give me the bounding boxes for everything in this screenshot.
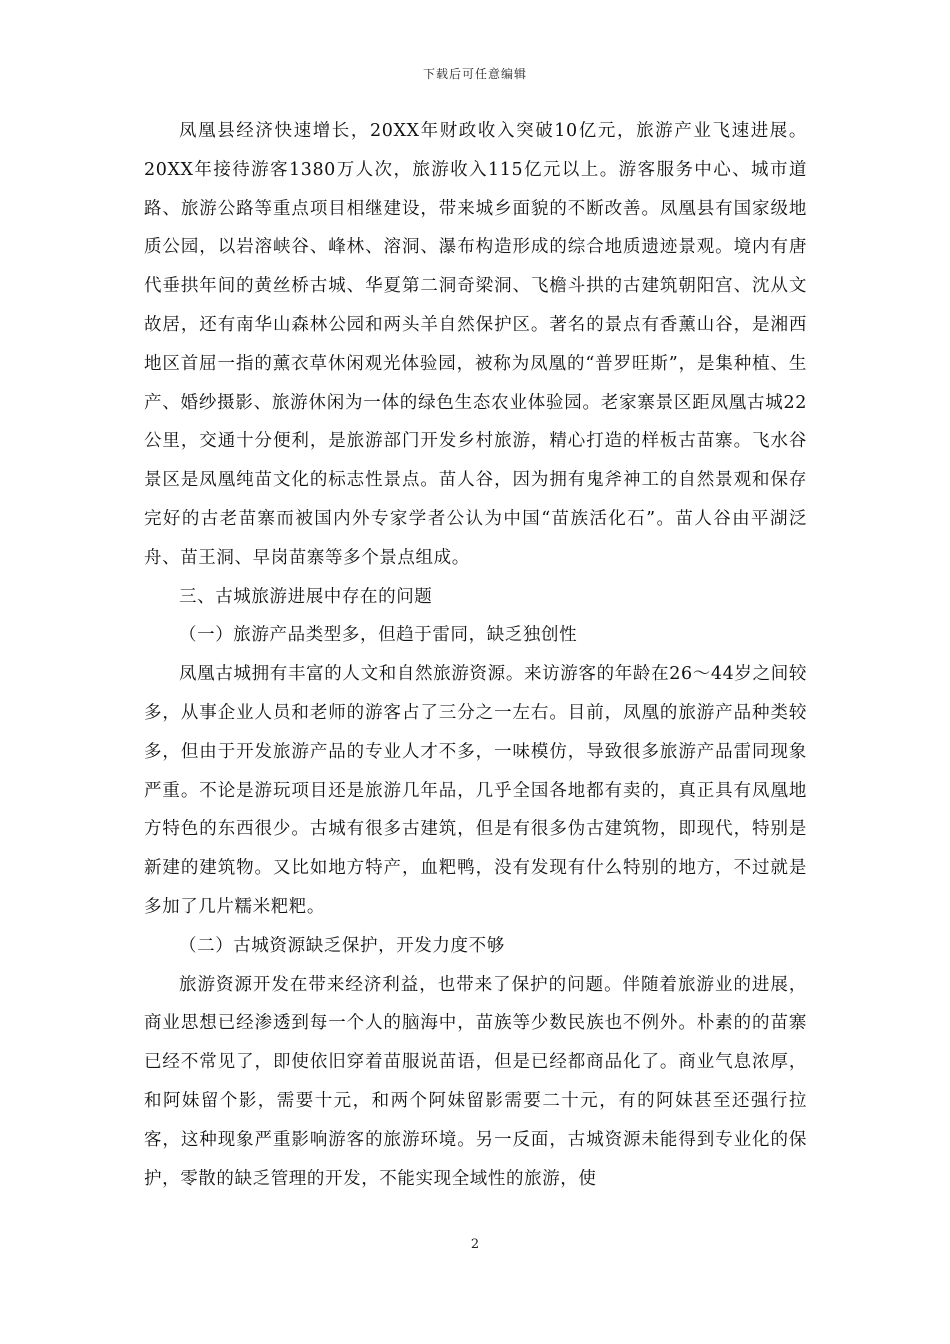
- paragraph-product-similarity: 凤凰古城拥有丰富的人文和自然旅游资源。来访游客的年龄在26～44岁之间较多，从事企业人员和老师的游客占了三分之一左右。目前，凤凰的旅游产品种类较多，但由于开发旅游产品的专业人才不多，一味模仿，导致很多旅游产品雷同现象严重。不论是游玩项目还是旅游几年品，几乎全国各地都有卖的，真正具有凤凰地方特色的东西很少。古城有很多古建筑，但是有很多伪古建筑物，即现代，特别是新建的建筑物。又比如地方特产，血粑鸭，没有发现有什么特别的地方，不过就是多加了几片糯米粑粑。: [144, 664, 807, 917]
- page-header: 下载后可任意编辑: [422, 67, 527, 81]
- subheading-product-similarity: （一）旅游产品类型多，但趋于雷同，缺乏独创性: [179, 625, 578, 646]
- subheading-resource-protection: （二）古城资源缺乏保护，开发力度不够: [179, 935, 505, 956]
- document-body: [144, 112, 807, 1198]
- paragraph-fenghuang-overview: 凤凰县经济快速增长，20XX年财政收入突破10亿元，旅游产业飞速进展。20XX年接待游客1380万人次，旅游收入115亿元以上。游客服务中心、城市道路、旅游公路等重点项目相继建设，带来城乡面貌的不断改善。凤凰县有国家级地质公园，以岩溶峡谷、峰林、溶洞、瀑布构造形成的综合地质遗迹景观。境内有唐代垂拱年间的黄丝桥古城、华夏第二洞奇梁洞、飞檐斗拱的古建筑朝阳宫、沈从文故居，还有南华山森林公园和两头羊自然保护区。著名的景点有香薰山谷，是湘西地区首屈一指的薰衣草休闲观光体验园，被称为凤凰的“普罗旺斯”，是集种植、生产、婚纱摄影、旅游休闲为一体的绿色生态农业体验园。老家寨景区距凤凰古城22公里，交通十分便利，是旅游部门开发乡村旅游，精心打造的样板古苗寨。飞水谷景区是凤凰纯苗文化的标志性景点。苗人谷，因为拥有鬼斧神工的自然景观和保存完好的古老苗寨而被国内外专家学者公认为中国“苗族活化石”。苗人谷由平湖泛舟、苗王洞、早岗苗寨等多个景点组成。: [144, 121, 807, 568]
- paragraph-resource-protection: 旅游资源开发在带来经济利益，也带来了保护的问题。伴随着旅游业的进展，商业思想已经渗透到每一个人的脑海中，苗族等少数民族也不例外。朴素的的苗寨已经不常见了，即使依旧穿着苗服说苗语，但是已经都商品化了。商业气息浓厚，和阿妹留个影，需要十元，和两个阿妹留影需要二十元，有的阿妹甚至还强行拉客，这种现象严重影响游客的旅游环境。另一反面，古城资源未能得到专业化的保护，零散的缺乏管理的开发，不能实现全域性的旅游，使: [144, 974, 807, 1189]
- page-number: 2: [470, 1237, 480, 1252]
- section-heading-problems: 三、古城旅游进展中存在的问题: [179, 586, 433, 607]
